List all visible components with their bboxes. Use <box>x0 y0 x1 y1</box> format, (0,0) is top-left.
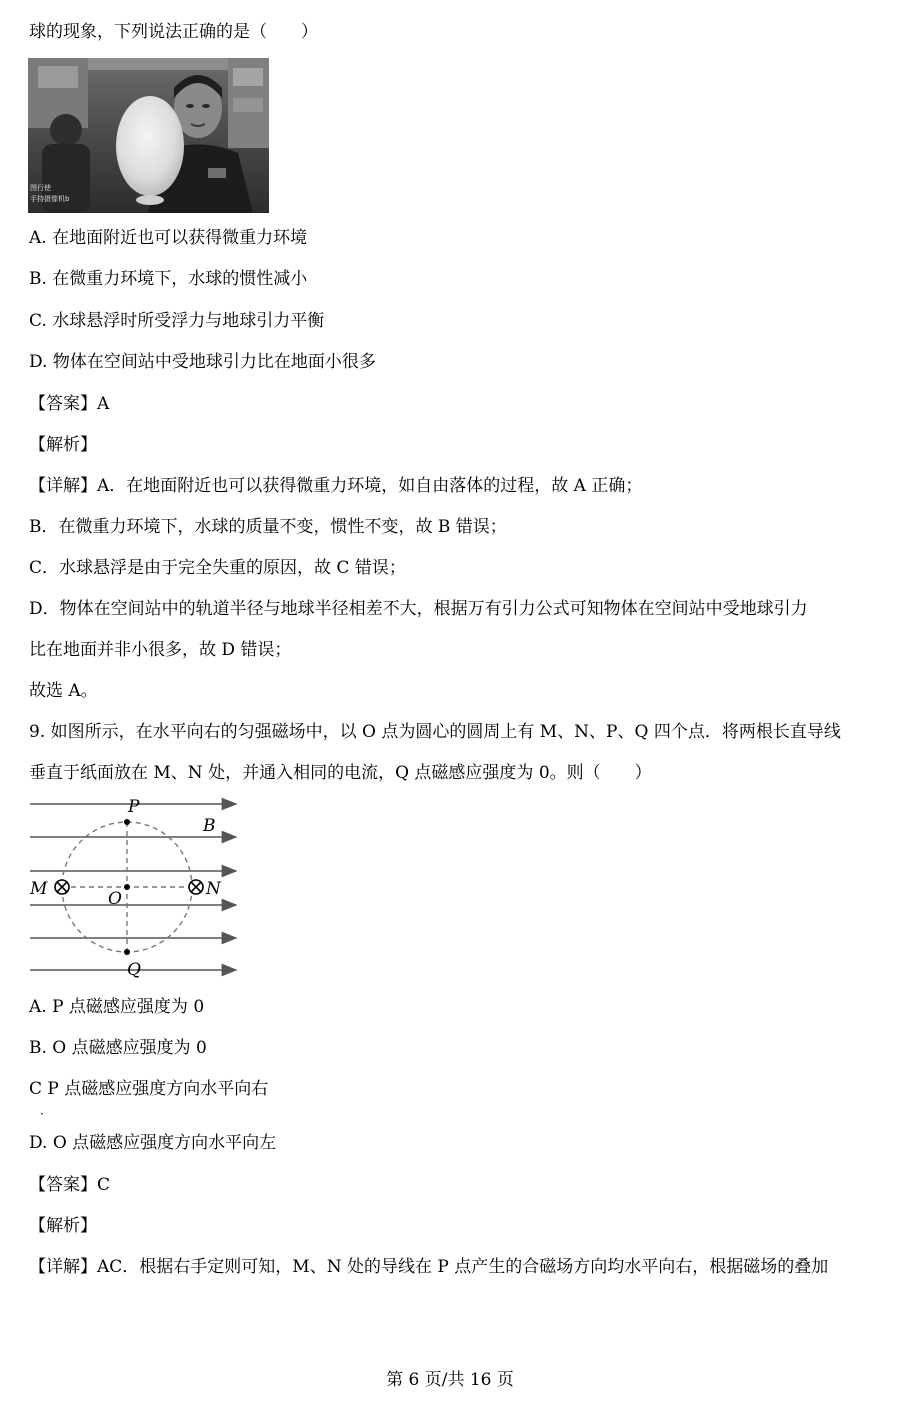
q8-explanation-line: C．水球悬浮是由于完全失重的原因，故 C 错误； <box>29 558 406 578</box>
q9-option-c: C P 点磁感应强度方向水平向右 <box>29 1079 269 1099</box>
q9-option-b: B. O 点磁感应强度为 0 <box>29 1038 207 1058</box>
photo-illustration <box>28 58 269 213</box>
magnetic-field-diagram <box>26 794 246 980</box>
q8-option-b: B. 在微重力环境下，水球的惯性减小 <box>29 269 308 289</box>
q9-stem-close: ） <box>634 763 652 783</box>
q8-explanation-line: 【详解】A．在地面附近也可以获得微重力环境，如自由落体的过程，故 A 正确； <box>29 476 643 496</box>
q8-stem-tail <box>29 20 318 44</box>
q9-stem-line1: 9. 如图所示，在水平向右的匀强磁场中，以 O 点为圆心的圆周上有 M、N、P、Q 四个点．将两根长直导线 <box>29 722 841 742</box>
q8-stem-text: 球的现象，下列说法正确的是（ <box>29 22 267 42</box>
wire-m-into-page-icon <box>55 880 69 894</box>
q8-conclusion: 故选 A。 <box>29 681 98 701</box>
q9-stem-text: 垂直于纸面放在 M、N 处，并通入相同的电流，Q 点磁感应强度为 0。则（ <box>29 763 601 783</box>
photo-caption-line1: 图行使 <box>30 184 51 192</box>
point-q <box>124 949 130 955</box>
q8-option-d: D. 物体在空间站中受地球引力比在地面小很多 <box>29 352 376 372</box>
q9-analysis-label: 【解析】 <box>29 1216 97 1236</box>
q9-option-a: A. P 点磁感应强度为 0 <box>29 997 205 1017</box>
label-o: O <box>108 889 122 909</box>
q8-explanation-line: D．物体在空间站中的轨道半径与地球半径相差不大，根据万有引力公式可知物体在空间站中受地球引力 <box>29 599 808 619</box>
q9-answer: 【答案】C <box>29 1175 111 1195</box>
q8-analysis-label: 【解析】 <box>29 435 97 455</box>
label-n: N <box>206 879 221 899</box>
q9-option-c-mark: ． <box>40 1103 53 1117</box>
astronaut-water-ball-photo <box>28 58 269 213</box>
q8-stem-close: ） <box>301 22 318 42</box>
label-q: Q <box>127 960 141 980</box>
q9-stem-line2 <box>29 761 652 785</box>
point-p <box>124 819 130 825</box>
q8-explanation-line: B．在微重力环境下，水球的质量不变，惯性不变，故 B 错误； <box>29 517 507 537</box>
label-p: P <box>128 797 140 817</box>
q9-explanation-line: 【详解】AC．根据右手定则可知，M、N 处的导线在 P 点产生的合磁场方向均水平向右，根据磁场的叠加 <box>29 1257 829 1277</box>
q8-explanation-line: 比在地面并非小很多，故 D 错误； <box>29 640 292 660</box>
label-b: B <box>203 816 216 836</box>
photo-caption-line2: 手持摄像机b <box>30 195 70 203</box>
label-m: M <box>30 879 48 899</box>
q8-answer: 【答案】A <box>29 394 110 414</box>
q8-option-c: C. 水球悬浮时所受浮力与地球引力平衡 <box>29 311 325 331</box>
q9-option-d: D. O 点磁感应强度方向水平向左 <box>29 1133 277 1153</box>
point-o <box>124 884 130 890</box>
page-footer: 第 6 页/共 16 页 <box>386 1370 514 1390</box>
wire-n-into-page-icon <box>189 880 203 894</box>
q8-option-a: A. 在地面附近也可以获得微重力环境 <box>29 228 308 248</box>
